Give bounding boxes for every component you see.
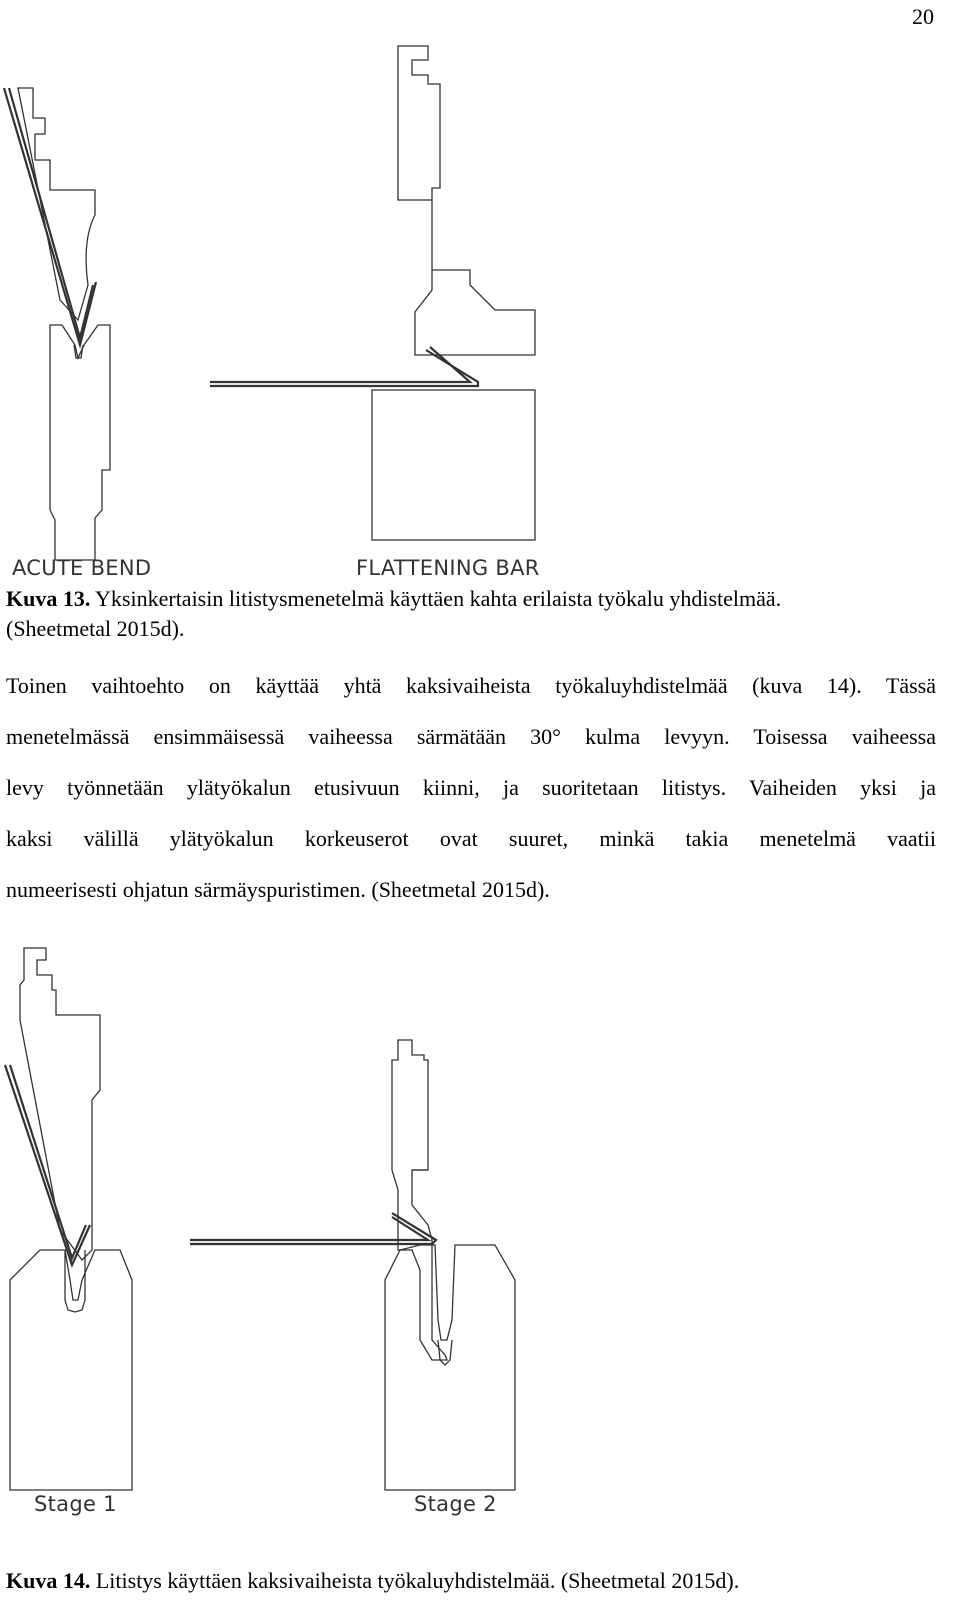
stage1-lower-die	[10, 1250, 132, 1490]
figure-13-svg	[0, 40, 960, 585]
flattening-lower-block	[372, 390, 535, 540]
caption-14-text: Litistys käyttäen kaksivaiheista työkaluyhdistelmää. (Sheetmetal 2015d).	[90, 1568, 740, 1593]
flattening-upper-tool	[398, 46, 535, 355]
label-stage-1: Stage 1	[34, 1492, 117, 1516]
label-acute-bend: ACUTE BEND	[12, 556, 152, 580]
figure-14-drawing	[0, 940, 960, 1540]
caption-13-label: Kuva 13.	[6, 586, 91, 611]
stage2-upper-tool	[392, 1040, 447, 1360]
page-number: 20	[912, 4, 934, 29]
caption-13-source: (Sheetmetal 2015d).	[6, 616, 185, 641]
figure-13-caption	[6, 584, 781, 644]
figure-13-drawing	[0, 40, 960, 585]
caption-13-text: Yksinkertaisin litistysmenetelmä käyttäen kahta erilaista työkalu yhdistelmää.	[90, 586, 782, 611]
stage2-lower-die	[385, 1245, 515, 1490]
figure-14-svg	[0, 940, 960, 1540]
label-flattening-bar: FLATTENING BAR	[356, 556, 540, 580]
acute-die-outline	[50, 325, 110, 560]
caption-14-label: Kuva 14.	[6, 1568, 91, 1593]
body-paragraph	[6, 660, 936, 915]
paragraph-line: levy työnnetään ylätyökalun etusivuun kiinni, ja suoritetaan litistys. Vaiheiden yksi ja	[6, 775, 936, 800]
label-stage-2: Stage 2	[414, 1492, 497, 1516]
acute-punch-outline	[18, 88, 95, 320]
stage1-upper-tool	[20, 948, 100, 1260]
flattening-sheet	[210, 347, 478, 386]
stage2-sheet	[190, 1213, 436, 1244]
paragraph-line: menetelmässä ensimmäisessä vaiheessa särmätään 30° kulma levyyn. Toisessa vaiheessa	[6, 724, 936, 749]
paragraph-line: kaksi välillä ylätyökalun korkeuserot ovat suuret, minkä takia menetelmä vaatii	[6, 826, 936, 851]
paragraph-line: numeerisesti ohjatun särmäyspuristimen. (Sheetmetal 2015d).	[6, 877, 550, 902]
figure-14-caption	[6, 1566, 739, 1596]
paragraph-line: Toinen vaihtoehto on käyttää yhtä kaksivaiheista työkaluyhdistelmää (kuva 14). Tässä	[6, 673, 936, 698]
